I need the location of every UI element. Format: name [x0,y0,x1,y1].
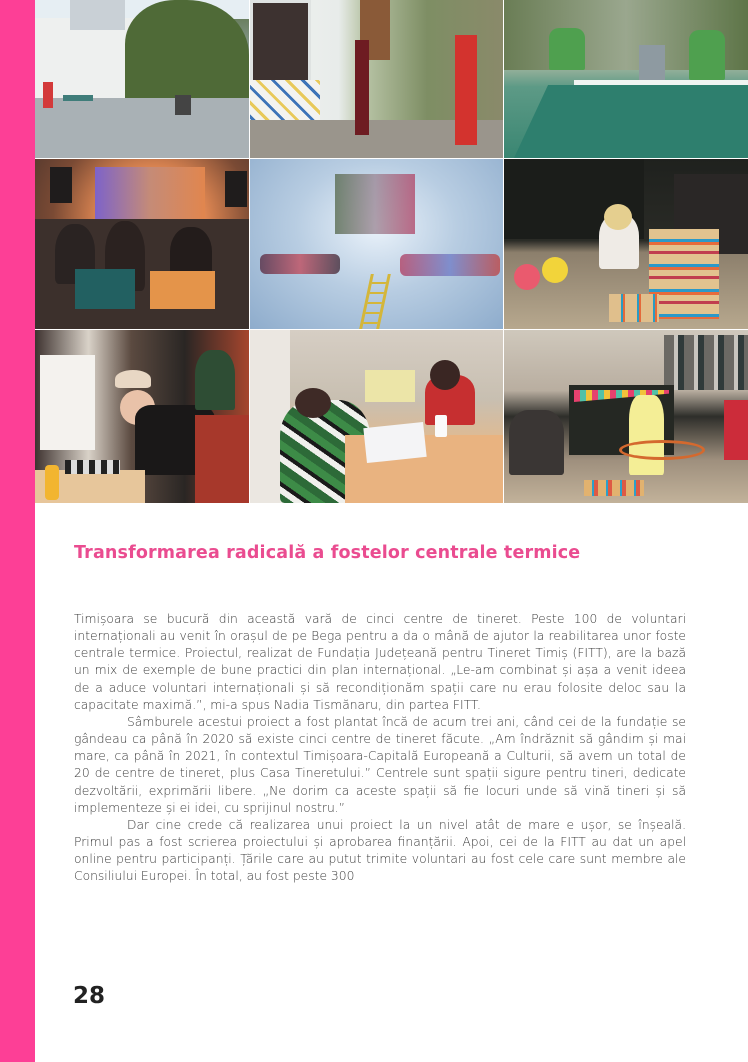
photo-concert-audience [35,159,249,329]
article-paragraph: Timișoara se bucură din această vară de cinci centre de tineret. Peste 100 de voluntari internaționali au venit în orașul de pe Bega pentru a da o mână de ajutor la reabilitarea unor foste centrale termice. Proiectul, realizat de Fundația Județeană pentru Tineret Timiș (FITT), are la bază un mix de exemple de bune practici din plan internațional. „Le-am combinat și așa a venit ideea de a aduce voluntari internaționali și să recondiționăm spații care nu erau folosite deloc sau la capacitate maximă.”, mi-a spus Nadia Tismănaru, din partea FITT. [74,612,686,712]
photo-table-tennis [504,0,748,158]
photo-street-ping-pong [35,0,249,158]
article-paragraph: Dar cine crede că realizarea unui proiect la un nivel atât de mare e ușor, se înșeală. Primul pas a fost scrierea proiectului și aprobarea finanțării. Apoi, cei de la FITT au dat un apel online pentru participanți. Țările care au putut trimite voluntari au fost cele care sunt membre ale Consiliului Europei. În total, au fost peste 300 [74,817,686,884]
photo-chess-players [35,330,249,503]
photo-hula-hoop-room [504,330,748,503]
photo-crafts-table [250,330,503,503]
photo-building-dance [250,0,503,158]
article-title: Transformarea radicală a fostelor centrale termice [74,543,581,563]
photo-grid [35,0,748,503]
page-number: 28 [73,983,106,1009]
article-body [74,611,686,886]
accent-sidebar-bar [0,0,35,1062]
photo-youth-centre-mural [250,159,503,329]
photo-child-blocks [504,159,748,329]
article-paragraph: Sâmburele acestui proiect a fost plantat încă de acum trei ani, când cei de la fundație se gândeau ca până în 2020 să existe cinci centre de tineret făcute. „Am îndrăznit să gândim și mai mare, ca până în 2021, în contextul Timișoara-Capitală Europeană a Culturii, să avem un total de 20 de centre de tineret, plus Casa Tineretului.” Centrele sunt spații sigure pentru tineri, dedicate dezvoltării, exprimării libere. „Ne dorim ca aceste spații să fie locuri unde să vină tineri și să implementeze și ei idei, cu sprijinul nostru.” [74,714,686,815]
